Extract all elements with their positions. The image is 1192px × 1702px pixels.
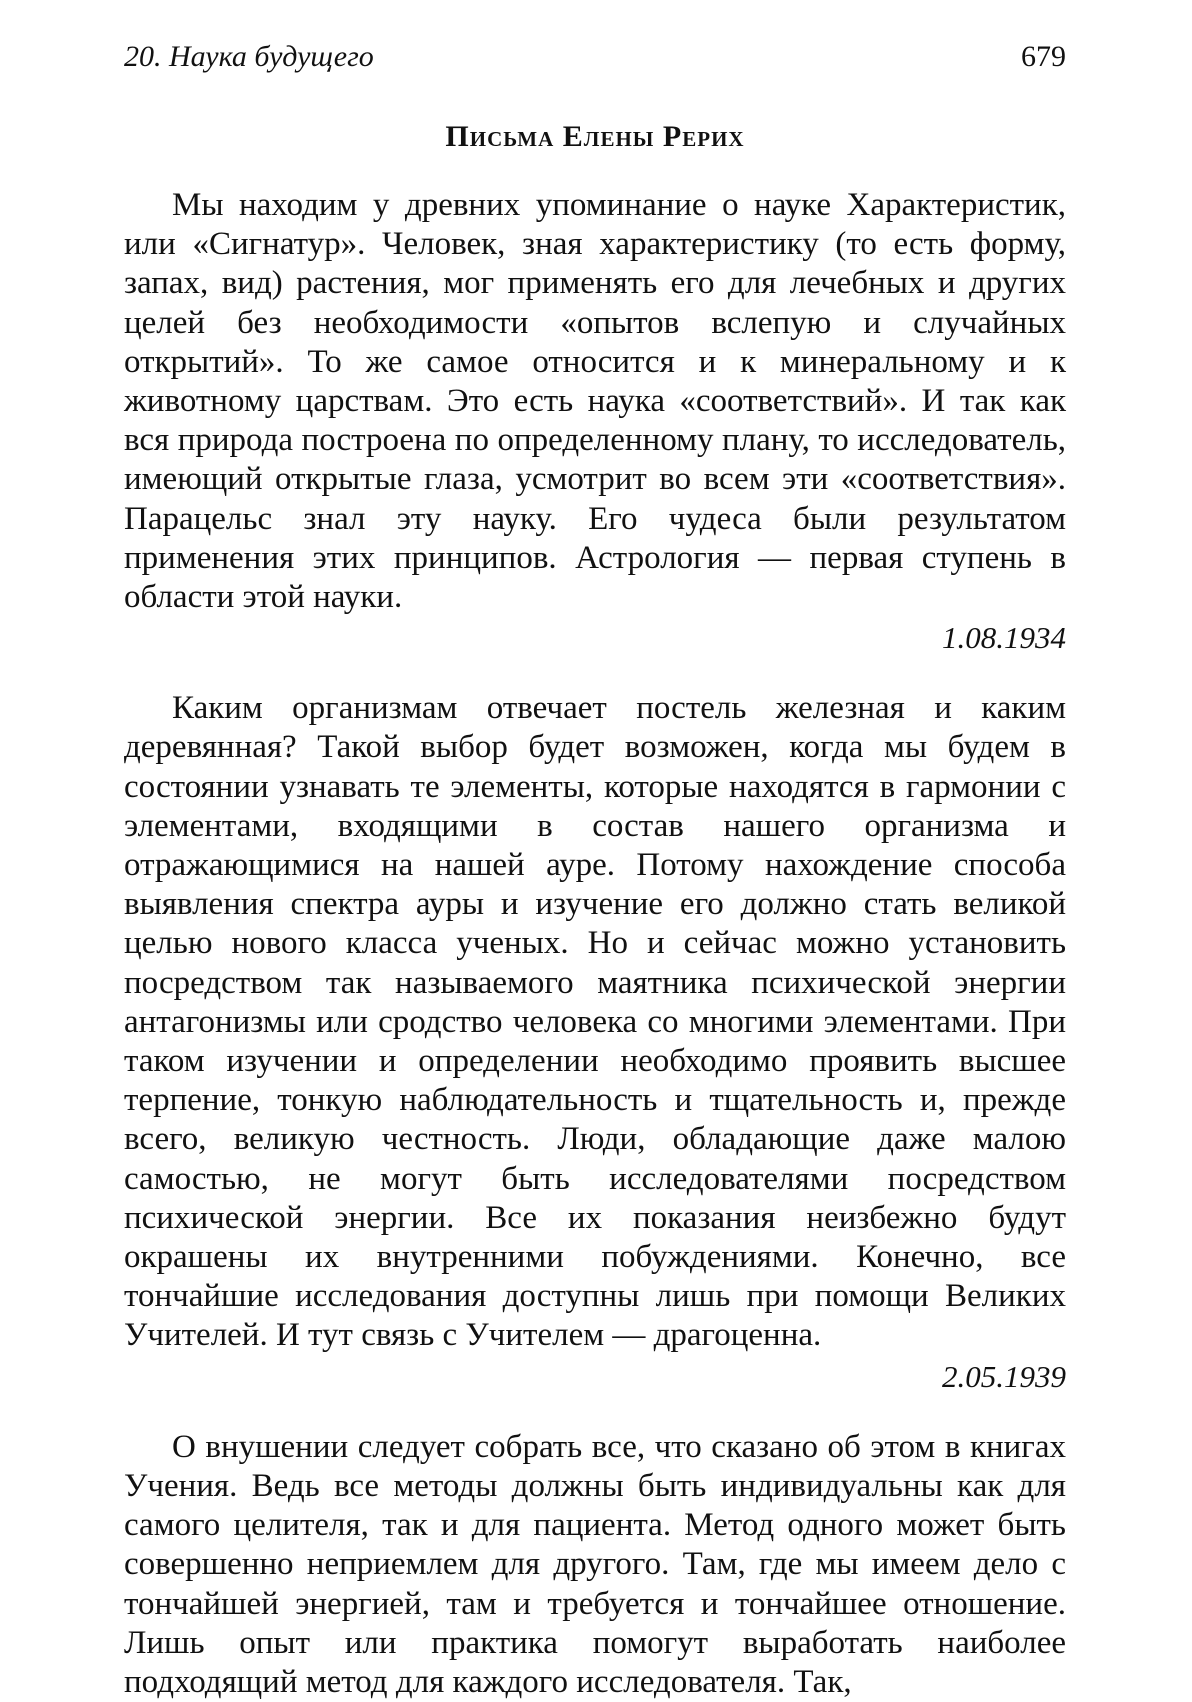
letter-text: Мы находим у древних упоминание о науке Характеристик, или «Сигнатур». Человек, зная характеристику (то есть форму, запах, вид) растения, мог применять его для лечебных и других целей без необходимости «опытов вслепую и случайных открытий». То же самое относится и к минеральному и к животному царствам. Это есть наука «соответствий». И так как вся природа построена по определенному плану, то исследователь, имеющий открытые глаза, усмотрит во всем эти «соответствия». Парацельс знал эту науку. Его чудеса были результатом применения этих принципов. Астрология — первая ступень в области этой науки. bbox=[124, 187, 1066, 616]
letter-date: 2.05.1939 bbox=[942, 1358, 1066, 1394]
letter-date: 1.08.1934 bbox=[942, 620, 1066, 656]
section-title: Письма Елены Рерих bbox=[445, 120, 745, 153]
letter-excerpt bbox=[124, 689, 1066, 1397]
letter-excerpt bbox=[124, 1428, 1066, 1702]
letter-text: О внушении следует собрать все, что сказано об этом в книгах Учения. Ведь все методы должны быть индивидуальны как для самого целителя, так и для пациента. Метод одного может быть совершенно неприемлем для другого. Там, где мы имеем дело с тончайшей энергией, там и требуется и тончайшее отношение. Лишь опыт или практика помогут выработать наиболее подходящий метод для каждого исследователя. Так, bbox=[124, 1428, 1066, 1700]
running-head bbox=[124, 40, 1066, 80]
letter-text: Каким организмам отвечает постель железная и каким деревянная? Такой выбор будет возможен, когда мы будем в состоянии узнавать те элементы, которые находятся в гармонии с элементами, входящими в состав нашего организма и отражающимися на нашей ауре. Потому нахождение способа выявления спектра ауры и изучение его должно стать великой целью нового класса ученых. Но и сейчас можно установить посредством так называемого маятника психической энергии антагонизмы или сродство человека со многими элементами. При таком изучении и определении необходимо проявить высшее терпение, тонкую наблюдательность и тщательность и, прежде всего, великую честность. Люди, обладающие даже малою самостью, не могут быть исследователями посредством психической энергии. Все их показания неизбежно будут окрашены их внутренними побуждениями. Конечно, все тончайшие исследования доступны лишь при помощи Великих Учителей. И тут связь с Учителем — драгоценна. bbox=[124, 690, 1066, 1354]
letters-body bbox=[124, 186, 1066, 1702]
chapter-heading: 20. Наука будущего bbox=[124, 40, 374, 73]
letter-excerpt bbox=[124, 186, 1066, 659]
page-number: 679 bbox=[1021, 40, 1066, 73]
